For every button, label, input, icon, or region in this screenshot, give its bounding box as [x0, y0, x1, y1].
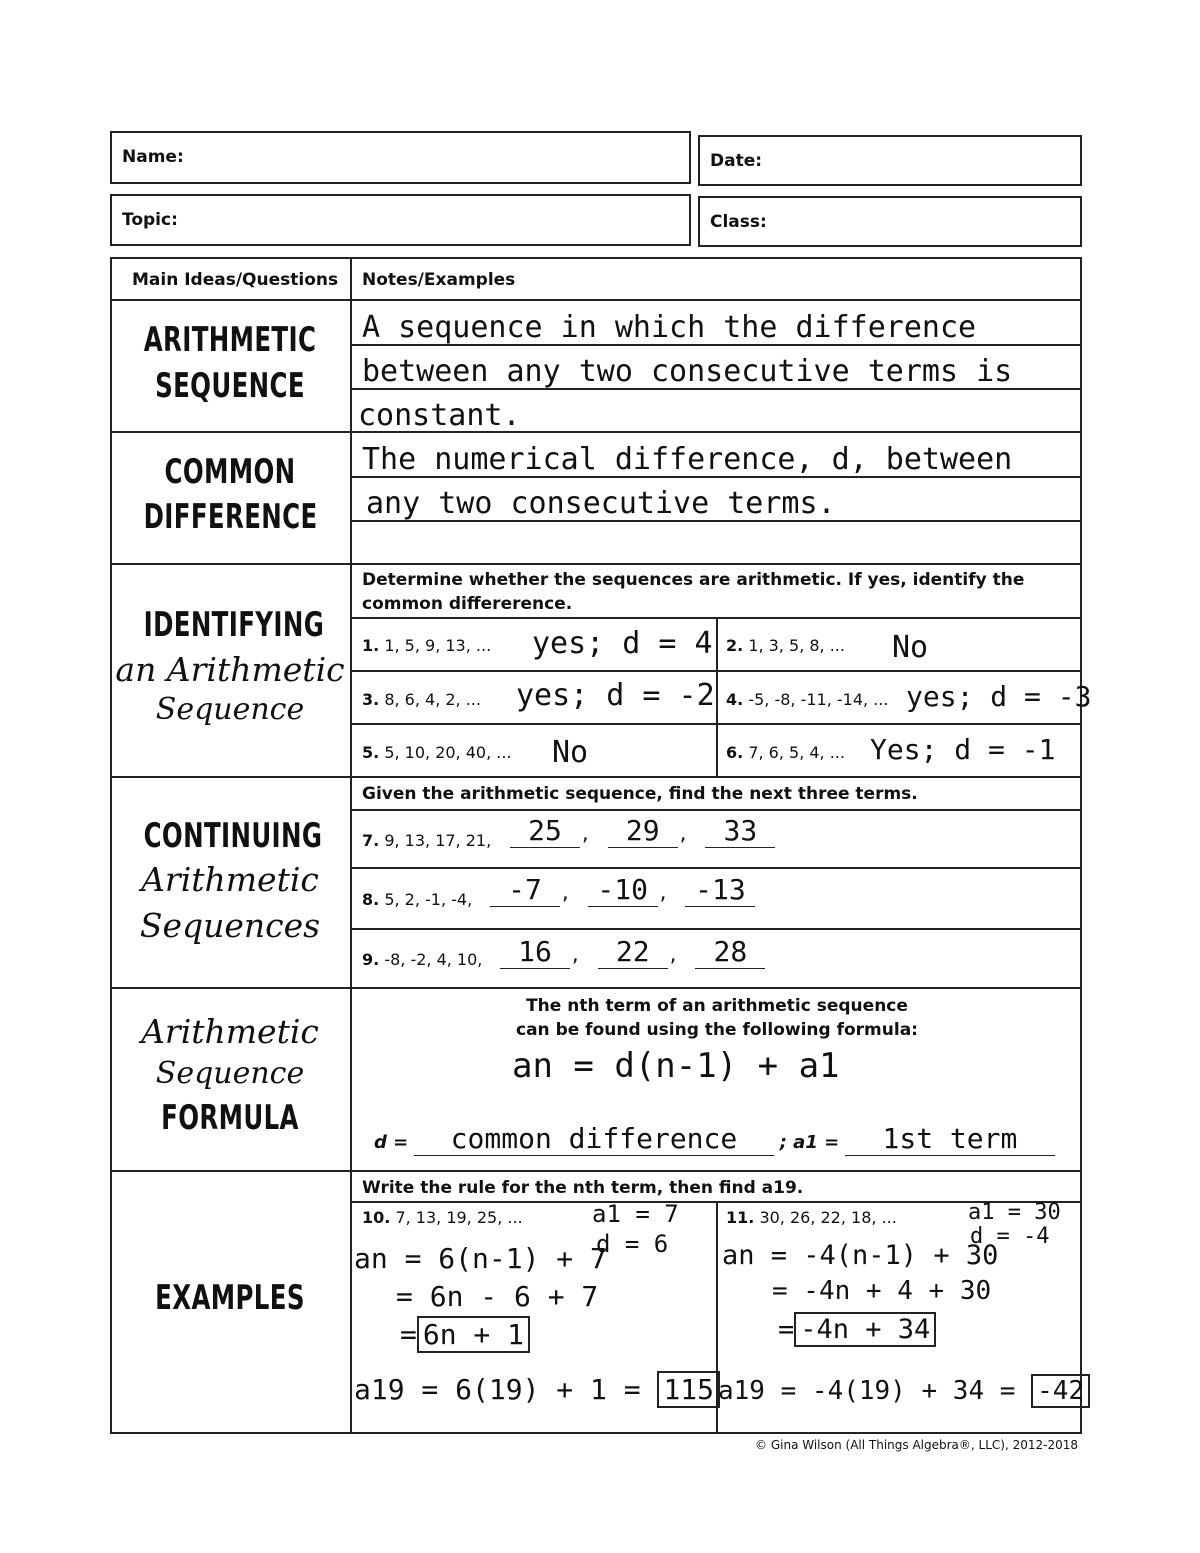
answer-term: 22 — [598, 935, 668, 969]
problem-2 — [726, 636, 845, 655]
problem-number: 7. — [362, 831, 380, 850]
name-label: Name: — [122, 147, 184, 167]
section-rule — [110, 1170, 1082, 1172]
example-10-problem — [362, 1208, 523, 1227]
problem-7-answers: 25 , 29 , 33 — [510, 814, 775, 848]
arithmetic-title-2: SEQUENCE — [155, 366, 305, 406]
example-10-step-1: an = 6(n-1) + 7 — [354, 1242, 607, 1275]
answer-term: 16 — [500, 935, 570, 969]
name-box[interactable] — [110, 131, 691, 184]
answer-term: -13 — [685, 873, 755, 907]
row-rule — [352, 809, 1082, 811]
problem-6 — [726, 743, 845, 762]
head-rule — [110, 299, 1082, 301]
continuing-script-1: Arithmetic — [141, 860, 319, 899]
problem-3 — [362, 690, 481, 709]
section-rule — [110, 431, 1082, 433]
problem-number: 10. — [362, 1208, 391, 1227]
common-difference-def-line-1: The numerical difference, d, between — [362, 442, 1013, 477]
problem-1-answer: yes; d = 4 — [532, 626, 713, 661]
identifying-script-2: Sequence — [155, 692, 305, 727]
a19-expression: a19 = -4(19) + 34 = — [718, 1376, 1016, 1406]
identifying-instruction: Determine whether the sequences are arithmetic. If yes, identify the common differerence. — [362, 570, 1025, 614]
problem-number: 11. — [726, 1208, 755, 1227]
example-11-rule: -4n + 34 — [794, 1312, 936, 1347]
problem-6-answer: Yes; d = -1 — [870, 733, 1056, 766]
problem-number: 1. — [362, 636, 380, 655]
a1-value: 1st term — [845, 1122, 1055, 1156]
arithmetic-title-1: ARITHMETIC — [143, 320, 317, 360]
formula-text-1: The nth term of an arithmetic sequence — [526, 996, 908, 1016]
class-label: Class: — [710, 212, 767, 232]
a19-expression: a19 = 6(19) + 1 = — [354, 1373, 641, 1406]
problem-sequence: 5, 2, -1, -4, — [384, 890, 473, 909]
problem-5-answer: No — [552, 735, 589, 770]
common-difference-title-1: COMMON — [164, 452, 296, 492]
answer-term: 29 — [608, 814, 678, 848]
examples-title: EXAMPLES — [155, 1278, 305, 1318]
column-head-main-ideas: Main Ideas/Questions — [132, 270, 339, 290]
problem-8 — [362, 890, 472, 909]
section-rule — [110, 776, 1082, 778]
answer-term: -7 — [490, 873, 560, 907]
writing-line — [352, 520, 1082, 522]
example-11-problem — [726, 1208, 897, 1227]
continuing-script-2: Sequences — [139, 906, 321, 945]
problem-2-answer: No — [892, 630, 929, 665]
formula-script-1: Arithmetic — [141, 1012, 319, 1051]
column-divider — [350, 257, 352, 1434]
problem-1 — [362, 636, 491, 655]
problem-sequence: 30, 26, 22, 18, ... — [759, 1208, 897, 1227]
topic-box[interactable] — [110, 194, 691, 246]
writing-line — [352, 388, 1082, 390]
cell-divider — [716, 617, 718, 777]
problem-sequence: -5, -8, -11, -14, ... — [748, 690, 889, 709]
row-rule — [352, 867, 1082, 869]
problem-number: 5. — [362, 743, 380, 762]
formula-equation: an = d(n-1) + a1 — [512, 1046, 840, 1086]
date-box[interactable] — [698, 135, 1082, 186]
answer-term: 33 — [705, 814, 775, 848]
problem-3-answer: yes; d = -2 — [516, 678, 715, 713]
problem-sequence: 7, 6, 5, 4, ... — [748, 743, 845, 762]
row-rule — [352, 928, 1082, 930]
problem-sequence: 9, 13, 17, 21, — [384, 831, 492, 850]
problem-number: 8. — [362, 890, 380, 909]
identifying-script-1: an Arithmetic — [115, 650, 345, 689]
answer-term: 28 — [695, 935, 765, 969]
problem-9 — [362, 950, 482, 969]
problem-7 — [362, 831, 491, 850]
problem-number: 9. — [362, 950, 380, 969]
common-difference-title-2: DIFFERENCE — [143, 497, 318, 537]
arithmetic-def-line-3: constant. — [358, 398, 521, 433]
problem-5 — [362, 743, 512, 762]
problem-9-answers: 16 , 22 , 28 — [500, 935, 765, 969]
example-11-a19-value: -42 — [1031, 1374, 1090, 1408]
problem-number: 3. — [362, 690, 380, 709]
example-10-step-3 — [400, 1318, 530, 1351]
example-11-step-1: an = -4(n-1) + 30 — [722, 1240, 999, 1271]
copyright-notice: © Gina Wilson (All Things Algebra®, LLC), 2012-2018 — [755, 1438, 1078, 1452]
problem-4-answer: yes; d = -3 — [906, 680, 1092, 713]
problem-number: 4. — [726, 690, 744, 709]
problem-8-answers: -7 , -10 , -13 — [490, 873, 755, 907]
date-label: Date: — [710, 151, 763, 171]
example-11-step-3 — [778, 1314, 936, 1345]
problem-sequence: 8, 6, 4, 2, ... — [384, 690, 481, 709]
common-difference-def-line-2: any two consecutive terms. — [366, 486, 836, 521]
writing-line — [352, 476, 1082, 478]
answer-term: -10 — [588, 873, 658, 907]
example-10-d: d = 6 — [596, 1230, 669, 1258]
problem-sequence: 1, 3, 5, 8, ... — [748, 636, 845, 655]
formula-d-row — [374, 1122, 1055, 1156]
problem-sequence: 5, 10, 20, 40, ... — [384, 743, 512, 762]
continuing-instruction: Given the arithmetic sequence, find the next three terms. — [362, 784, 918, 804]
answer-term: 25 — [510, 814, 580, 848]
continuing-title: CONTINUING — [143, 816, 323, 856]
column-head-notes: Notes/Examples — [362, 270, 516, 290]
example-11-a19 — [718, 1376, 1090, 1406]
problem-number: 2. — [726, 636, 744, 655]
example-10-a1: a1 = 7 — [592, 1200, 679, 1228]
formula-text-2: can be found using the following formula: — [516, 1020, 918, 1040]
example-11-a1: a1 = 30 — [968, 1200, 1061, 1225]
formula-title: FORMULA — [161, 1098, 299, 1138]
example-10-a19-value: 115 — [657, 1371, 720, 1408]
formula-script-2: Sequence — [155, 1056, 305, 1091]
example-10-step-2: = 6n - 6 + 7 — [396, 1280, 599, 1313]
topic-label: Topic: — [122, 210, 178, 230]
example-10-rule: 6n + 1 — [417, 1316, 530, 1353]
problem-4 — [726, 690, 888, 709]
example-10-a19 — [354, 1373, 720, 1406]
d-value: common difference — [414, 1122, 774, 1156]
identifying-title: IDENTIFYING — [143, 605, 325, 645]
equals-sign: = — [400, 1318, 417, 1351]
a1-label: ; a1 = — [779, 1132, 840, 1153]
problem-sequence: 7, 13, 19, 25, ... — [395, 1208, 523, 1227]
example-11-d: d = -4 — [970, 1224, 1050, 1249]
d-label: d = — [374, 1132, 409, 1153]
equals-sign: = — [778, 1314, 795, 1345]
class-box[interactable] — [698, 196, 1082, 247]
example-11-step-2: = -4n + 4 + 30 — [772, 1276, 992, 1306]
arithmetic-def-line-2: between any two consecutive terms is — [362, 354, 1013, 389]
problem-sequence: 1, 5, 9, 13, ... — [384, 636, 492, 655]
problem-sequence: -8, -2, 4, 10, — [384, 950, 483, 969]
section-rule — [110, 563, 1082, 565]
examples-instruction: Write the rule for the nth term, then find a19. — [362, 1178, 804, 1198]
writing-line — [352, 344, 1082, 346]
problem-number: 6. — [726, 743, 744, 762]
section-rule — [110, 987, 1082, 989]
arithmetic-def-line-1: A sequence in which the difference — [362, 310, 977, 345]
